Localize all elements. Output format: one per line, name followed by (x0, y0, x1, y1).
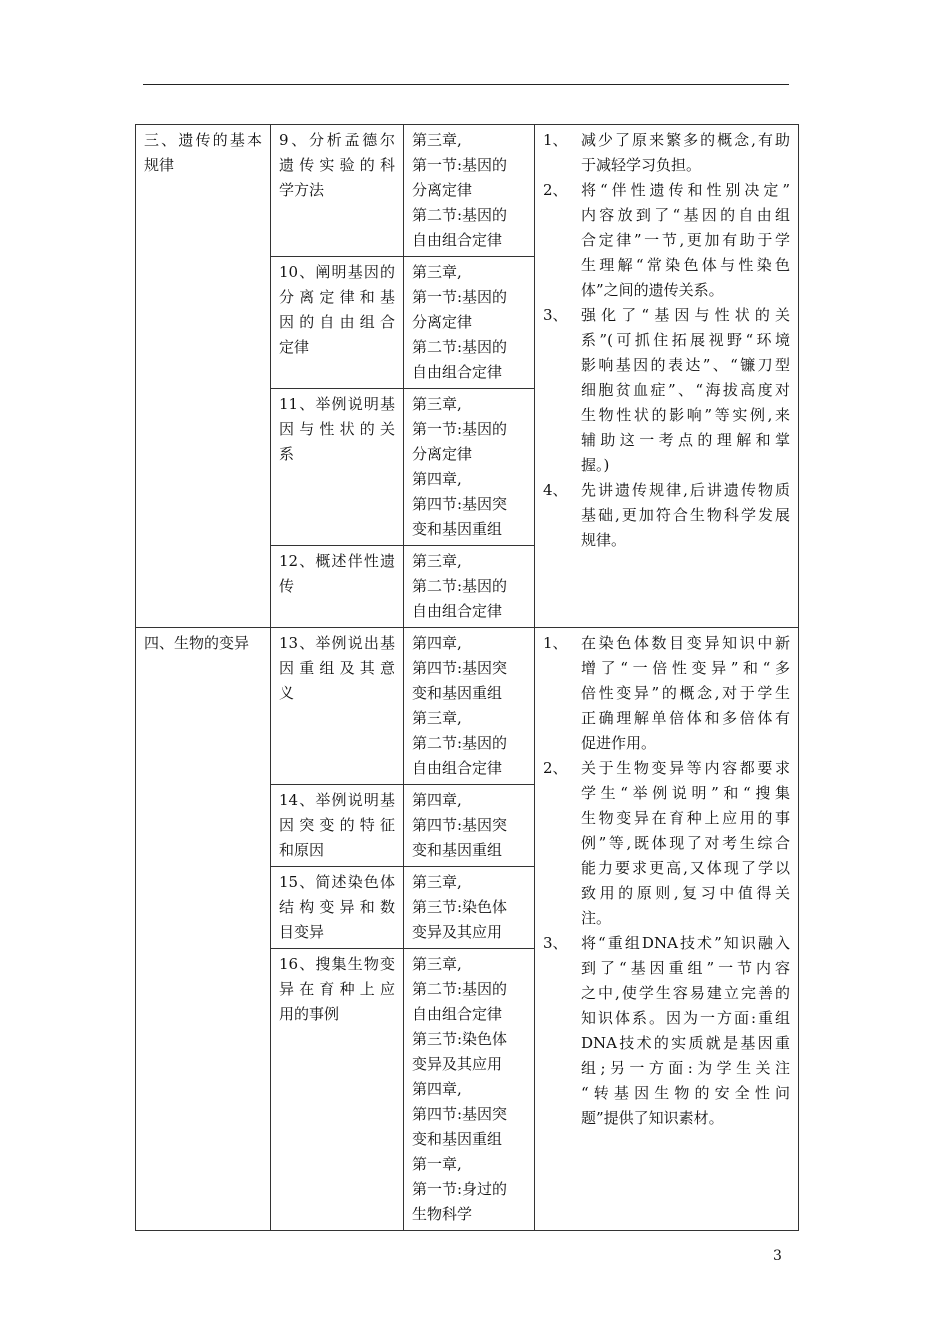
chapter-line: 变和基因重组 (412, 841, 503, 859)
section-title-cell (136, 125, 271, 628)
note-line: 于减轻学习负担。 (581, 156, 702, 174)
chapter-line: 第三节:染色体 (412, 898, 508, 916)
chapter-line: 第一节:身过的 (412, 1180, 508, 1198)
note-line: 致用的原则,复习中值得关 (581, 884, 790, 902)
table-row (136, 628, 799, 785)
objective-line: 16、搜集生物变 (279, 955, 395, 973)
chapter-cell (404, 546, 535, 628)
objective-line: 系 (279, 445, 295, 463)
objective-line: 传 (279, 577, 295, 595)
note-line: 将“重组DNA技术”知识融入 (581, 934, 790, 952)
note-line: 影响基因的表达”、“镰刀型 (581, 356, 790, 374)
chapter-line: 第二节:基因的 (412, 734, 508, 752)
note-line: 减少了原来繁多的概念,有助 (581, 131, 790, 149)
chapter-line: 第三章, (412, 955, 462, 973)
note-item (543, 303, 790, 478)
note-line: 关于生物变异等内容都要求 (581, 759, 790, 777)
note-line: 强化了“基因与性状的关 (581, 306, 790, 324)
chapter-line: 分离定律 (412, 445, 473, 463)
chapter-line: 自由组合定律 (412, 363, 503, 381)
chapter-line: 变异及其应用 (412, 923, 503, 941)
note-line: 体”之间的遗传关系。 (581, 281, 724, 299)
chapter-line: 第三章, (412, 131, 462, 149)
objective-line: 义 (279, 684, 295, 702)
chapter-line: 第二节:基因的 (412, 338, 508, 356)
note-number: 1、 (543, 131, 568, 149)
note-line: 到了“基因重组”一节内容 (581, 959, 790, 977)
chapter-cell (404, 949, 535, 1231)
chapter-line: 变异及其应用 (412, 1055, 503, 1073)
chapter-line: 第一节:基因的 (412, 420, 508, 438)
chapter-line: 第三章, (412, 263, 462, 281)
note-number: 2、 (543, 181, 568, 199)
note-item (543, 631, 790, 756)
objective-cell (271, 785, 404, 867)
objective-line: 遗传实验的科 (279, 156, 395, 174)
chapter-line: 第四章, (412, 1080, 462, 1098)
note-line: 促进作用。 (581, 734, 657, 752)
chapter-line: 第一章, (412, 1155, 462, 1173)
note-line: 内容放到了“基因的自由组 (581, 206, 790, 224)
chapter-cell (404, 389, 535, 546)
note-line: 细胞贫血症”、“海拔高度对 (581, 381, 790, 399)
objective-line: 12、概述伴性遗 (279, 552, 395, 570)
section-title-line: 规律 (144, 156, 175, 174)
chapter-line: 生物科学 (412, 1205, 473, 1223)
objective-line: 定律 (279, 338, 310, 356)
chapter-line: 第三节:染色体 (412, 1030, 508, 1048)
note-line: 注。 (581, 909, 612, 927)
note-number: 4、 (543, 481, 568, 499)
note-line: 学生“举例说明”和“搜集 (581, 784, 790, 802)
chapter-line: 变和基因重组 (412, 684, 503, 702)
note-line: 知识体系。因为一方面:重组 (581, 1009, 790, 1027)
objective-line: 分离定律和基 (279, 288, 395, 306)
chapter-line: 第二节:基因的 (412, 980, 508, 998)
chapter-line: 第三章, (412, 552, 462, 570)
chapter-line: 变和基因重组 (412, 520, 503, 538)
objective-line: 15、简述染色体 (279, 873, 395, 891)
objective-line: 14、举例说明基 (279, 791, 395, 809)
note-item (543, 128, 790, 178)
objective-line: 用的事例 (279, 1005, 340, 1023)
chapter-line: 第四节:基因突 (412, 1105, 508, 1123)
table-row (136, 125, 799, 257)
chapter-cell (404, 628, 535, 785)
note-text (581, 931, 790, 1131)
note-line: 题”提供了知识素材。 (581, 1109, 724, 1127)
objective-line: 11、举例说明基 (279, 395, 395, 413)
chapter-line: 第四节:基因突 (412, 816, 508, 834)
objective-cell (271, 546, 404, 628)
section-title-cell (136, 628, 271, 1231)
header-rule (143, 84, 789, 85)
objective-cell (271, 125, 404, 257)
objective-cell (271, 257, 404, 389)
note-line: 生物性状的影响”等实例,来 (581, 406, 790, 424)
objective-line: 因重组及其意 (279, 659, 395, 677)
note-line: 能力要求更高,又体现了学以 (581, 859, 790, 877)
objective-line: 异在育种上应 (279, 980, 395, 998)
chapter-line: 第一节:基因的 (412, 156, 508, 174)
note-text (581, 478, 790, 553)
chapter-line: 分离定律 (412, 181, 473, 199)
note-line: 之中,使学生容易建立完善的 (581, 984, 790, 1002)
note-item (543, 931, 790, 1131)
chapter-line: 自由组合定律 (412, 602, 503, 620)
note-text (581, 756, 790, 931)
note-line: 生物变异在育种上应用的事 (581, 809, 790, 827)
chapter-line: 第二节:基因的 (412, 206, 508, 224)
objective-line: 结构变异和数 (279, 898, 395, 916)
objective-line: 因的自由组合 (279, 313, 395, 331)
note-number: 3、 (543, 934, 568, 952)
notes-cell (535, 628, 799, 1231)
objective-line: 10、阐明基因的 (279, 263, 395, 281)
note-text (581, 303, 790, 478)
objective-cell (271, 949, 404, 1231)
chapter-cell (404, 867, 535, 949)
note-line: 生理解“常染色体与性染色 (581, 256, 790, 274)
note-line: 组;另一方面:为学生关注 (581, 1059, 790, 1077)
chapter-line: 第四节:基因突 (412, 659, 508, 677)
note-line: 增了“一倍性变异”和“多 (581, 659, 790, 677)
chapter-line: 第三章, (412, 873, 462, 891)
chapter-line: 第二节:基因的 (412, 577, 508, 595)
note-number: 1、 (543, 634, 568, 652)
objective-line: 学方法 (279, 181, 325, 199)
note-line: 系”(可抓住拓展视野“环境 (581, 331, 790, 349)
chapter-line: 第四章, (412, 634, 462, 652)
objective-line: 9、分析孟德尔 (279, 131, 395, 149)
page-number: 3 (773, 1248, 782, 1264)
objective-line: 因突变的特征 (279, 816, 395, 834)
note-line: 将“伴性遗传和性别决定” (581, 181, 790, 199)
section-title-line: 四、生物的变异 (144, 634, 250, 652)
note-line: 在染色体数目变异知识中新 (581, 634, 790, 652)
chapter-line: 第三章, (412, 395, 462, 413)
chapter-line: 变和基因重组 (412, 1130, 503, 1148)
chapter-line: 自由组合定律 (412, 1005, 503, 1023)
chapter-line: 第四章, (412, 470, 462, 488)
note-text (581, 128, 790, 178)
chapter-line: 自由组合定律 (412, 231, 503, 249)
note-line: 合定律”一节,更加有助于学 (581, 231, 790, 249)
objective-line: 目变异 (279, 923, 325, 941)
objective-line: 和原因 (279, 841, 325, 859)
objective-line: 13、举例说出基 (279, 634, 395, 652)
objective-cell (271, 867, 404, 949)
note-line: 例”等,既体现了对考生综合 (581, 834, 790, 852)
chapter-cell (404, 785, 535, 867)
note-line: “转基因生物的安全性问 (581, 1084, 790, 1102)
note-line: 倍性变异”的概念,对于学生 (581, 684, 790, 702)
note-line: 规律。 (581, 531, 627, 549)
note-line: DNA技术的实质就是基因重 (581, 1034, 790, 1052)
note-number: 2、 (543, 759, 568, 777)
chapter-cell (404, 257, 535, 389)
note-item (543, 478, 790, 553)
chapter-line: 自由组合定律 (412, 759, 503, 777)
note-line: 基础,更加符合生物科学发展 (581, 506, 790, 524)
notes-cell (535, 125, 799, 628)
note-item (543, 178, 790, 303)
note-line: 辅助这一考点的理解和掌 (581, 431, 790, 449)
chapter-cell (404, 125, 535, 257)
chapter-line: 分离定律 (412, 313, 473, 331)
note-line: 握。) (581, 456, 610, 474)
chapter-line: 第一节:基因的 (412, 288, 508, 306)
note-text (581, 631, 790, 756)
note-item (543, 756, 790, 931)
objective-cell (271, 389, 404, 546)
note-number: 3、 (543, 306, 568, 324)
note-line: 先讲遗传规律,后讲遗传物质 (581, 481, 790, 499)
objective-cell (271, 628, 404, 785)
chapter-line: 第四章, (412, 791, 462, 809)
curriculum-table (135, 124, 799, 1231)
section-title-line: 三、遗传的基本 (144, 131, 262, 149)
chapter-line: 第三章, (412, 709, 462, 727)
objective-line: 因与性状的关 (279, 420, 395, 438)
chapter-line: 第四节:基因突 (412, 495, 508, 513)
note-text (581, 178, 790, 303)
note-line: 正确理解单倍体和多倍体有 (581, 709, 790, 727)
